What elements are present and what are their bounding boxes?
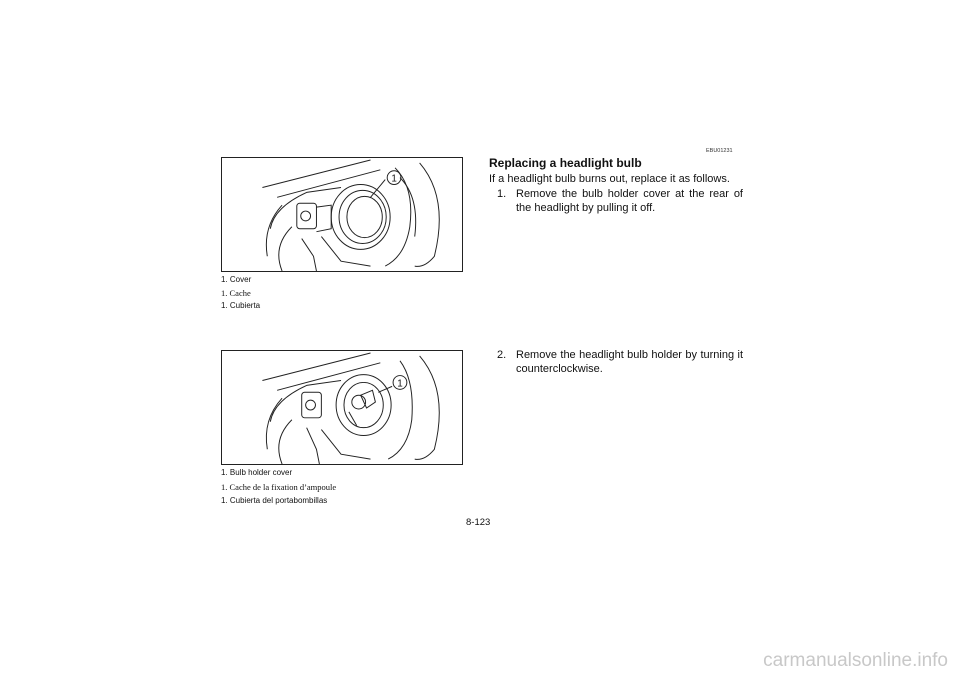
section-title: Replacing a headlight bulb — [489, 156, 642, 170]
callout-number: 1 — [397, 378, 403, 390]
step-number: 2. — [497, 349, 507, 361]
step-number: 1. — [497, 188, 507, 200]
headlight-cover-illustration — [222, 158, 462, 271]
step-text: Remove the bulb holder cover at the rear of the headlight by pulling it off. — [516, 188, 743, 214]
figure-headlight-cover — [221, 157, 463, 272]
figure1-caption-fr: 1. Cache — [221, 288, 251, 298]
bulb-holder-illustration — [222, 351, 462, 464]
callout-number: 1 — [391, 173, 397, 185]
figure2-caption-es: 1. Cubierta del portabombillas — [221, 496, 328, 505]
figure1-caption-en: 1. Cover — [221, 275, 252, 284]
page-number: 8-123 — [466, 517, 491, 528]
figure2-caption-fr: 1. Cache de la fixation d’ampoule — [221, 482, 337, 492]
step-1 — [497, 187, 743, 215]
intro-paragraph: If a headlight bulb burns out, replace it as follows. — [489, 173, 730, 185]
step-2 — [497, 348, 743, 376]
figure1-caption-es: 1. Cubierta — [221, 301, 261, 310]
section-code: EBU01231 — [706, 148, 733, 154]
figure-bulb-holder-cover — [221, 350, 463, 465]
watermark: carmanualsonline.info — [763, 650, 948, 671]
figure2-caption-en: 1. Bulb holder cover — [221, 468, 293, 477]
step-text: Remove the headlight bulb holder by turning it counterclockwise. — [516, 349, 743, 375]
